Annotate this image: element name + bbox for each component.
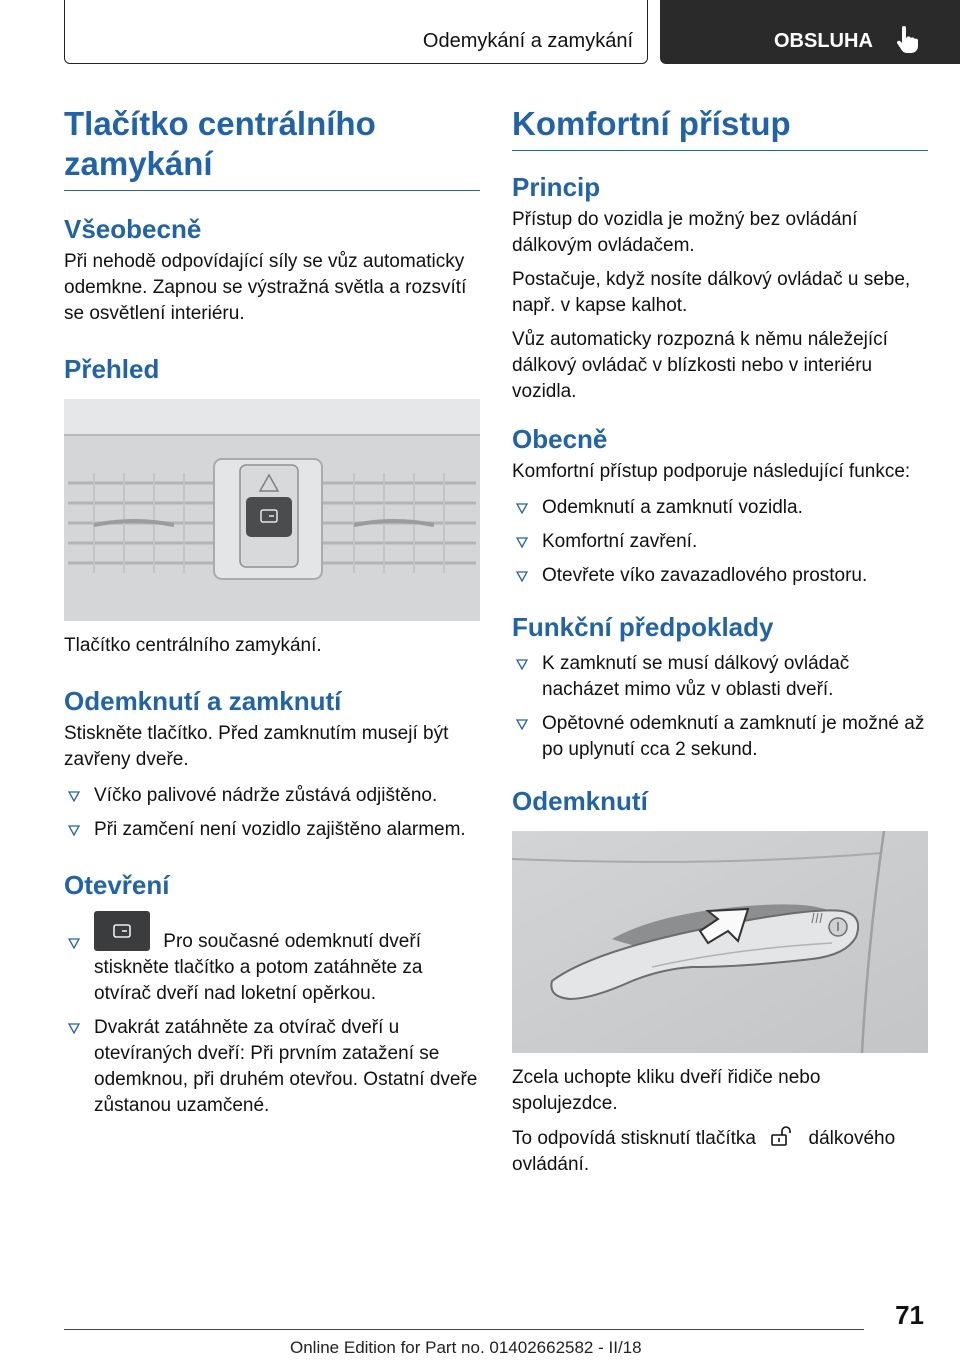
triangle-bullet-icon [516, 718, 528, 730]
hand-pointer-icon [894, 26, 920, 54]
triangle-bullet-icon [68, 937, 80, 949]
triangle-bullet-icon [68, 1022, 80, 1034]
prehled-heading: Přehled [64, 354, 160, 384]
odemknuti-p2-before: To odpovídá stisknutí tlačítka [512, 1128, 756, 1149]
obecne-text: Komfortní přístup podporuje následující funkce: [512, 461, 911, 482]
princip-p1: Přístup do vozidla je možný bez ovládání dálkovým ovládačem. [512, 209, 858, 256]
predpoklady-bullet-list [512, 651, 928, 763]
section-title: Odemykání a zamykání [422, 30, 633, 52]
triangle-bullet-icon [516, 658, 528, 670]
bullet-text: Odemknutí a zamknutí vozidla. [542, 497, 803, 518]
list-item [64, 1015, 480, 1119]
bullet-text: Víčko palivové nádrže zůstává odjištěno. [94, 785, 438, 806]
unlock-icon [765, 1125, 799, 1147]
footer-divider [64, 1329, 864, 1330]
bullet-text: Pro současné odemknutí dveří stiskněte tlačítko a potom zatáhněte za otvírač dveří nad loketní opěrkou. [94, 931, 423, 1004]
odemknuti-p2-after: dálkového ovládání. [512, 1128, 896, 1175]
central-lock-button-figure [64, 399, 480, 621]
triangle-bullet-icon [516, 502, 528, 514]
princip-p2: Postačuje, když nosíte dálkový ovládač u sebe, např. v kapse kalhot. [512, 269, 911, 316]
edition-text: Online Edition for Part no. 01402662582 - II/18 [290, 1338, 642, 1357]
bullet-text: Otevřete víko zavazadlového prostoru. [542, 565, 868, 586]
left-column [64, 104, 480, 1119]
right-column [512, 104, 928, 1178]
figure-caption: Tlačítko centrálního zamykání. [64, 635, 322, 656]
princip-p3: Vůz automaticky rozpozná k němu náležející dálkový ovládač v blízkosti nebo v interiéru vozidla. [512, 329, 888, 402]
odemknuti-p2 [512, 1125, 928, 1178]
odemknuti-zamknuti-heading: Odemknutí a zamknutí [64, 686, 342, 716]
bullet-text: Dvakrát zatáhněte za otvírač dveří u otevíraných dveří: Při prvním zatažení se odemknou, při druhém otevřou. Ostatní dveře zůstanou uzamčené. [94, 1017, 478, 1116]
bullet-text: Při zamčení není vozidlo zajištěno alarmem. [94, 819, 466, 840]
list-item [64, 911, 480, 1007]
obecne-heading: Obecně [512, 424, 608, 454]
otevreni-heading: Otevření [64, 870, 170, 900]
vseobecne-text: Při nehodě odpovídající síly se vůz automaticky odemkne. Zapnou se výstražná světla a rozsvítí se osvětlení interiéru. [64, 251, 467, 324]
triangle-bullet-icon [516, 570, 528, 582]
centralni-zamykani-title: Tlačítko centrálního zamykání [64, 104, 480, 191]
odemknuti-heading: Odemknutí [512, 786, 648, 816]
list-item [512, 563, 928, 589]
komfortni-pristup-title: Komfortní přístup [512, 104, 928, 151]
list-item [64, 817, 480, 843]
header-frame [64, 0, 648, 64]
triangle-bullet-icon [516, 536, 528, 548]
door-handle-figure [512, 831, 928, 1053]
chapter-tab-label: OBSLUHA [774, 30, 873, 52]
list-item [512, 711, 928, 763]
list-item [64, 783, 480, 809]
triangle-bullet-icon [68, 824, 80, 836]
triangle-bullet-icon [68, 790, 80, 802]
bullet-text: Opětovné odemknutí a zamknutí je možné až po uplynutí cca 2 sekund. [542, 713, 925, 760]
bullet-text: K zamknutí se musí dálkový ovládač nacházet mimo vůz v oblasti dveří. [542, 653, 850, 700]
odemknuti-bullet-list [64, 783, 480, 843]
door-unlock-button-icon [94, 911, 150, 951]
list-item [512, 495, 928, 521]
bullet-text: Komfortní zavření. [542, 531, 698, 552]
predpoklady-heading: Funkční předpoklady [512, 612, 774, 642]
vseobecne-heading: Všeobecně [64, 214, 202, 244]
otevreni-bullet-list [64, 911, 480, 1119]
list-item [512, 529, 928, 555]
princip-heading: Princip [512, 172, 601, 202]
odemknuti-p1: Zcela uchopte kliku dveří řidiče nebo spolujezdce. [512, 1067, 821, 1114]
page-number: 71 [895, 1300, 924, 1330]
odemknuti-zamknuti-text: Stiskněte tlačítko. Před zamknutím musejí být zavřeny dveře. [64, 723, 449, 770]
list-item [512, 651, 928, 703]
obecne-bullet-list [512, 495, 928, 589]
chapter-tab[interactable] [660, 0, 960, 64]
